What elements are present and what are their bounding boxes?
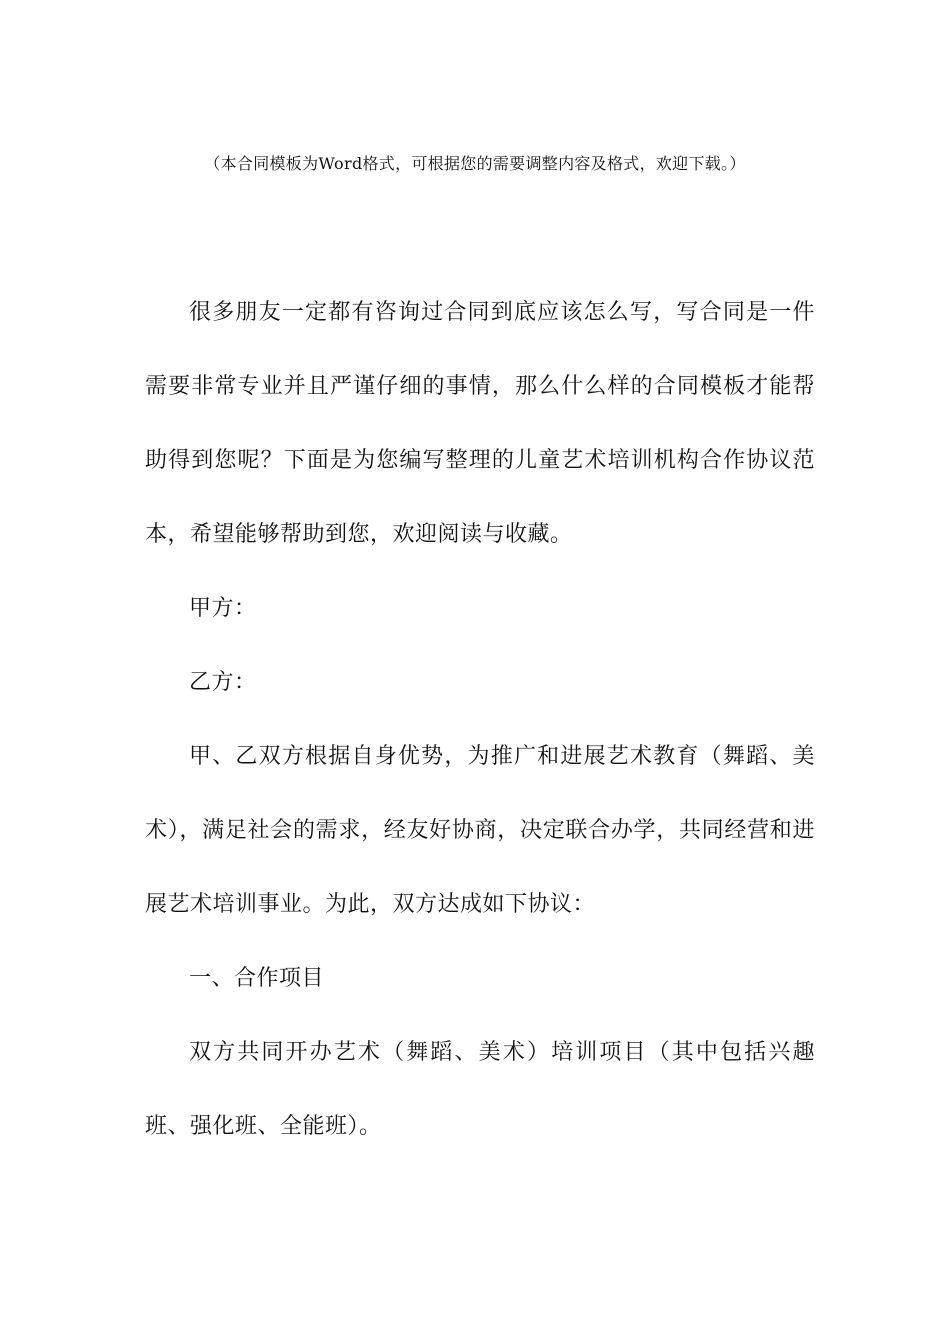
- section-heading-cooperation-project: 一、合作项目: [189, 966, 325, 991]
- intro-paragraph: 很多朋友一定都有咨询过合同到底应该怎么写，写合同是一件需要非常专业并且严谨仔细的事情，那么什么样的合同模板才能帮助得到您呢？下面是为您编写整理的儿童艺术培训机构合作协议范本，希望能够帮助到您，欢迎阅读与收藏。: [145, 300, 815, 547]
- party-a-label: 甲方：: [189, 596, 257, 621]
- agreement-preamble-paragraph: 甲、乙双方根据自身优势，为推广和进展艺术教育（舞蹈、美术），满足社会的需求，经友好协商，决定联合办学，共同经营和进展艺术培训事业。为此，双方达成如下协议：: [145, 744, 815, 917]
- party-b-label: 乙方：: [189, 670, 257, 695]
- cooperation-project-paragraph: 双方共同开办艺术（舞蹈、美术）培训项目（其中包括兴趣班、强化班、全能班）。: [145, 1040, 815, 1139]
- template-note: （本合同模板为Word格式，可根据您的需要调整内容及格式，欢迎下载。）: [204, 154, 746, 173]
